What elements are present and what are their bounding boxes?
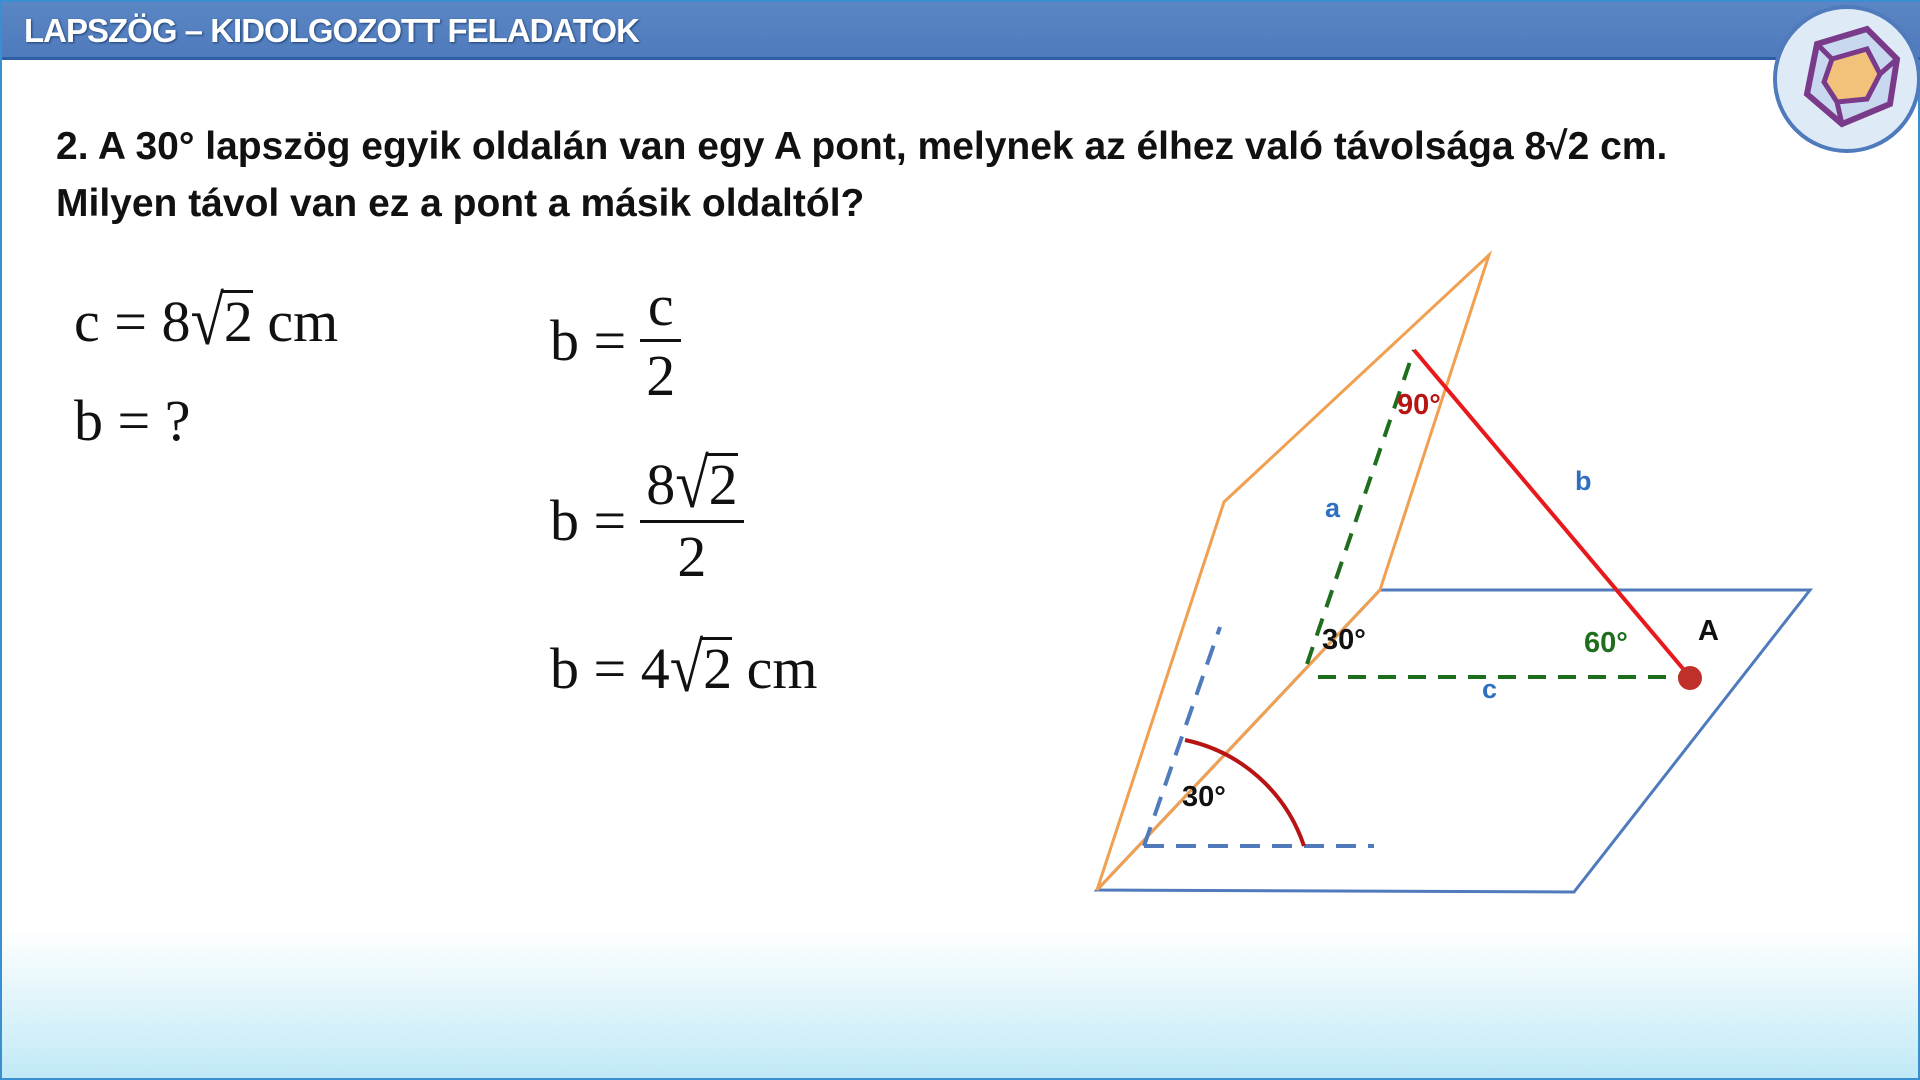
solution-step-3 bbox=[550, 629, 818, 707]
step-2-lhs: b = bbox=[550, 487, 627, 553]
problem-statement bbox=[56, 118, 1816, 232]
tilted-plane bbox=[1097, 255, 1489, 890]
given-c bbox=[74, 282, 339, 360]
solution-step-2 bbox=[550, 445, 744, 590]
step-2-fraction bbox=[640, 445, 743, 590]
label-point-A: A bbox=[1698, 615, 1719, 647]
header-bar bbox=[2, 2, 1920, 60]
step-2-denominator: 2 bbox=[677, 524, 707, 589]
sqrt-icon: √ bbox=[669, 629, 704, 707]
step-2-numerator bbox=[640, 445, 743, 523]
step-1-numerator: c bbox=[647, 273, 674, 338]
step-2-num-coef: 8 bbox=[646, 452, 676, 517]
segment-b bbox=[1414, 350, 1690, 677]
given-b: b = ? bbox=[74, 388, 191, 453]
angle-label-90: 90° bbox=[1397, 389, 1441, 421]
given-c-unit: cm bbox=[252, 289, 339, 354]
point-A bbox=[1678, 666, 1702, 690]
step-3-unit: cm bbox=[732, 636, 818, 701]
given-c-lhs: c = 8 bbox=[74, 289, 191, 354]
angle-label-30-bottom: 30° bbox=[1182, 781, 1226, 813]
given-c-radicand: 2 bbox=[223, 289, 253, 354]
step-3-lhs: b = 4 bbox=[550, 636, 670, 701]
label-a: a bbox=[1325, 493, 1341, 523]
dashed-edge-vertical bbox=[1144, 627, 1220, 846]
dihedral-angle-diagram bbox=[1062, 232, 1842, 912]
angle-label-30-top: 30° bbox=[1322, 624, 1366, 656]
page-title: LAPSZÖG – KIDOLGOZOTT FELADATOK bbox=[24, 12, 639, 49]
angle-label-60: 60° bbox=[1584, 627, 1628, 659]
step-2-num-radicand: 2 bbox=[708, 452, 738, 517]
step-1-denominator: 2 bbox=[646, 343, 676, 408]
step-1-fraction bbox=[640, 272, 681, 409]
solution-step-1 bbox=[550, 272, 681, 409]
label-b: b bbox=[1575, 466, 1592, 496]
step-3-radicand: 2 bbox=[703, 636, 733, 701]
problem-line-2: Milyen távol van ez a pont a másik oldaltól? bbox=[56, 182, 865, 225]
sqrt-icon: √ bbox=[675, 445, 709, 523]
sqrt-icon: √ bbox=[190, 282, 224, 360]
label-c: c bbox=[1482, 674, 1498, 704]
problem-line-1: 2. A 30° lapszög egyik oldalán van egy A pont, melynek az élhez való távolsága 8√2 cm. bbox=[56, 125, 1668, 168]
step-1-lhs: b = bbox=[550, 308, 627, 373]
